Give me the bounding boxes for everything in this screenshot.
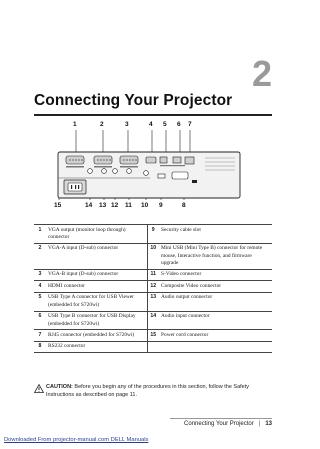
- item-number: 10: [147, 243, 159, 269]
- item-number: 14: [147, 311, 159, 330]
- caution-note: [34, 384, 274, 400]
- item-number: 8: [34, 341, 46, 352]
- item-number: 15: [147, 330, 159, 341]
- callout-12: 12: [111, 202, 119, 209]
- item-description: [159, 341, 272, 352]
- item-number: 7: [34, 330, 46, 341]
- callout-13: 13: [99, 202, 107, 209]
- item-description: VGA output (monitor loop through) connector: [46, 225, 147, 244]
- callout-6: 6: [177, 121, 181, 128]
- callout-3: 3: [125, 121, 129, 128]
- item-description: USB Type B connector for USB Display (embedded for S720wi): [46, 311, 147, 330]
- callout-11: 11: [125, 202, 132, 209]
- chapter-number: 2: [251, 53, 272, 94]
- item-description: Power cord connector: [159, 330, 272, 341]
- item-description: VGA-A input (D-sub) connector: [46, 243, 147, 269]
- item-number: 1: [34, 225, 46, 244]
- item-number: 2: [34, 243, 46, 269]
- item-number: 12: [147, 281, 159, 292]
- footer-rule: [170, 418, 272, 419]
- item-description: Audio input connector: [159, 311, 272, 330]
- callout-10: 10: [141, 202, 149, 209]
- item-number: 4: [34, 281, 46, 292]
- connector-table: [34, 224, 272, 353]
- table-row: [34, 311, 272, 330]
- footer-separator: |: [258, 421, 261, 427]
- item-description: Mini USB (Mini Type B) connector for remote mouse, Interactive function, and firmware upgrade: [159, 243, 272, 269]
- item-description: RJ45 connector (embedded for S720wi): [46, 330, 147, 341]
- item-number: 11: [147, 269, 159, 280]
- table-row: [34, 341, 272, 352]
- callout-9: 9: [159, 202, 163, 209]
- title-rule: [34, 114, 272, 116]
- table-row: [34, 330, 272, 341]
- callout-1: 1: [73, 121, 77, 128]
- item-description: Composite Video connector: [159, 281, 272, 292]
- table-row: [34, 292, 272, 311]
- item-number: 5: [34, 292, 46, 311]
- item-description: RS232 connector: [46, 341, 147, 352]
- download-source-link[interactable]: Downloaded From projector-manual.com DELL Manuals: [4, 437, 149, 443]
- item-number: 9: [147, 225, 159, 244]
- caution-text: Before you begin any of the procedures in this section, follow the Safety Instructions as described on page 11.: [46, 384, 249, 398]
- item-description: VGA-B input (D-sub) connector: [46, 269, 147, 280]
- table-row: [34, 269, 272, 280]
- caution-label: CAUTION:: [46, 384, 73, 390]
- caution-icon: [34, 384, 44, 393]
- item-description: USB Type A connector for USB Viewer (embedded for S720wi): [46, 292, 147, 311]
- table-row: [34, 281, 272, 292]
- item-description: Audio output connector: [159, 292, 272, 311]
- callout-4: 4: [149, 121, 153, 128]
- callout-5: 5: [163, 121, 167, 128]
- table-row: [34, 243, 272, 269]
- callout-15: 15: [54, 202, 62, 209]
- item-description: S-Video connector: [159, 269, 272, 280]
- callout-14: 14: [85, 202, 93, 209]
- footer-section-title: Connecting Your Projector: [184, 421, 254, 427]
- item-description: HDMI connector: [46, 281, 147, 292]
- item-number: 6: [34, 311, 46, 330]
- callout-2: 2: [100, 121, 104, 128]
- projector-rear-panel-illustration: [0, 118, 300, 218]
- callout-8: 8: [182, 202, 186, 209]
- callout-7: 7: [188, 121, 192, 128]
- item-number: 13: [147, 292, 159, 311]
- item-number: [147, 341, 159, 352]
- chapter-title: Connecting Your Projector: [34, 92, 233, 109]
- item-number: 3: [34, 269, 46, 280]
- projector-rear-panel-diagram: [0, 118, 300, 218]
- page-footer: [184, 421, 272, 427]
- item-description: Security cable slot: [159, 225, 272, 244]
- table-row: [34, 225, 272, 244]
- page-number: 13: [265, 421, 272, 427]
